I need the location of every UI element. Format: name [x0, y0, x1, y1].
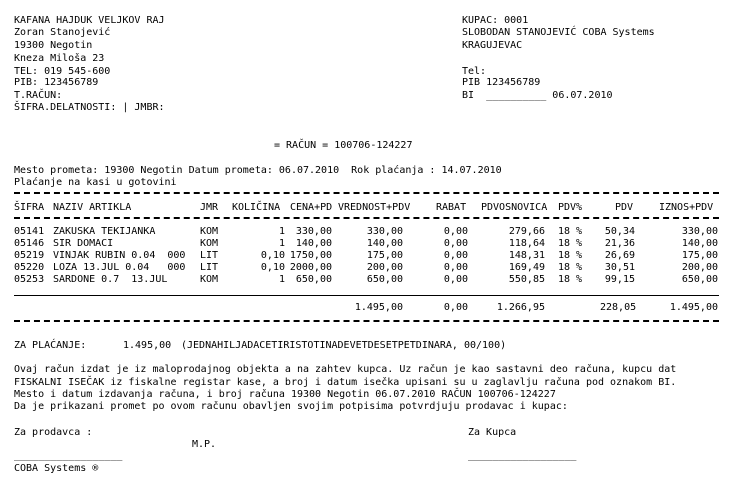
cell-price: 650,00	[295, 274, 332, 285]
cell-unit: KOM	[200, 274, 219, 285]
seller-name: KAFANA HAJDUK VELJKOV RAJ	[14, 15, 165, 26]
cell-discount: 0,00	[443, 274, 468, 285]
col-header-vat-rate: PDV%	[558, 202, 583, 213]
cell-vat-rate: 18 %	[558, 226, 583, 237]
seller-owner: Zoran Stanojević	[14, 27, 111, 38]
cell-vat: 26,69	[604, 250, 635, 261]
cell-base: 118,64	[508, 238, 545, 249]
cell-base: 279,66	[508, 226, 545, 237]
invoice-title: = RAČUN = 100706-124227	[274, 140, 413, 151]
note-line: Mesto i datum izdavanja računa, i broj računa 19300 Negotin 06.07.2010 RAČUN 100706-124227	[14, 389, 556, 400]
total-value: 1.495,00	[354, 302, 403, 313]
divider	[14, 217, 719, 219]
cell-code: 05146	[14, 238, 45, 249]
seller-signature-label: Za prodavca :	[14, 427, 93, 438]
col-header-total: IZNOS+PDV	[659, 202, 714, 213]
cell-vat: 99,15	[604, 274, 635, 285]
divider	[14, 320, 719, 322]
total-discount: 0,00	[443, 302, 468, 313]
cell-code: 05141	[14, 226, 45, 237]
stamp-label: M.P.	[192, 439, 217, 450]
cell-total: 330,00	[681, 226, 718, 237]
col-header-unit: JMR	[200, 202, 219, 213]
cell-base: 169,49	[508, 262, 545, 273]
note-line: Ovaj račun izdat je iz maloprodajnog objekta a na zahtev kupca. Uz račun je kao sastavni deo računa, kupcu dat	[14, 364, 677, 375]
seller-city: 19300 Negotin	[14, 40, 93, 51]
cell-vat: 21,36	[604, 238, 635, 249]
cell-code: 05220	[14, 262, 45, 273]
payable-words: (JEDNAHILJADACETIRISTOTINADEVETDESETPETDINARA, 00/100)	[181, 340, 507, 351]
cell-vat-rate: 18 %	[558, 274, 583, 285]
col-header-value: VREDNOST+PDV	[338, 202, 411, 213]
total-vat: 228,05	[600, 302, 637, 313]
cell-vat-rate: 18 %	[558, 250, 583, 261]
cell-qty: 0,10	[260, 250, 285, 261]
cell-value: 200,00	[366, 262, 403, 273]
cell-code: 05253	[14, 274, 45, 285]
cell-name: VINJAK RUBIN 0.04 000	[53, 250, 186, 261]
buyer-city: KRAGUJEVAC	[462, 40, 523, 51]
cell-vat: 30,51	[604, 262, 635, 273]
cell-name: SARDONE 0.7 13.JUL	[53, 274, 168, 285]
cell-qty: 1	[278, 226, 285, 237]
col-header-price: CENA+PD	[290, 202, 333, 213]
invoice-meta: Mesto prometa: 19300 Negotin Datum prometa: 06.07.2010 Rok plaćanja : 14.07.2010	[14, 165, 502, 176]
payable-label: ZA PLAĆANJE:	[14, 340, 87, 351]
cell-discount: 0,00	[443, 238, 468, 249]
col-header-discount: RABAT	[436, 202, 467, 213]
cell-name: ZAKUSKA TEKIJANKA	[53, 226, 156, 237]
divider	[14, 192, 719, 194]
seller-activity: ŠIFRA.DELATNOSTI: | JMBR:	[14, 102, 165, 113]
buyer-signature-line: __________________	[468, 450, 577, 461]
buyer-pib: PIB 123456789	[462, 77, 541, 88]
cell-base: 148,31	[508, 250, 545, 261]
cell-price: 330,00	[295, 226, 332, 237]
buyer-bi: BI __________ 06.07.2010	[462, 90, 613, 101]
cell-value: 330,00	[366, 226, 403, 237]
cell-value: 650,00	[366, 274, 403, 285]
col-header-vat: PDV	[615, 202, 634, 213]
cell-name: SIR DOMACI	[53, 238, 114, 249]
cell-discount: 0,00	[443, 226, 468, 237]
total-base: 1.266,95	[496, 302, 545, 313]
col-header-name: NAZIV ARTIKLA	[53, 202, 132, 213]
cell-total: 140,00	[681, 238, 718, 249]
payable-amount: 1.495,00	[123, 340, 172, 351]
footer-brand: COBA Systems ®	[14, 463, 99, 474]
seller-account: T.RAČUN:	[14, 90, 63, 101]
seller-signature-line: __________________	[14, 450, 123, 461]
cell-discount: 0,00	[443, 250, 468, 261]
note-line: FISKALNI ISEČAK iz fiskalne registar kase, a broj i datum isečka upisani su u zaglavlju računa pod oznakom BI.	[14, 377, 677, 388]
cell-qty: 1	[278, 238, 285, 249]
cell-unit: KOM	[200, 226, 219, 237]
cell-price: 140,00	[295, 238, 332, 249]
buyer-name: SLOBODAN STANOJEVIĆ COBA Systems	[462, 27, 655, 38]
seller-street: Kneza Miloša 23	[14, 53, 105, 64]
cell-unit: LIT	[200, 262, 219, 273]
cell-name: LOZA 13.JUL 0.04 000	[53, 262, 186, 273]
col-header-base: PDVOSNOVICA	[481, 202, 548, 213]
seller-phone: TEL: 019 545-600	[14, 66, 111, 77]
buyer-signature-label: Za Kupca	[468, 427, 517, 438]
cell-total: 200,00	[681, 262, 718, 273]
cell-qty: 1	[278, 274, 285, 285]
invoice-payment: Plaćanje na kasi u gotovini	[14, 177, 177, 188]
cell-price: 2000,00	[289, 262, 332, 273]
col-header-code: ŠIFRA	[14, 202, 45, 213]
cell-qty: 0,10	[260, 262, 285, 273]
cell-price: 1750,00	[289, 250, 332, 261]
cell-base: 550,85	[508, 274, 545, 285]
seller-pib: PIB: 123456789	[14, 77, 99, 88]
cell-unit: KOM	[200, 238, 219, 249]
cell-vat-rate: 18 %	[558, 238, 583, 249]
note-line: Da je prikazani promet po ovom računu obavljen svojim potpisima potvrdjuju prodavac i kupac:	[14, 401, 568, 412]
cell-total: 175,00	[681, 250, 718, 261]
buyer-code: KUPAC: 0001	[462, 15, 529, 26]
total-amount: 1.495,00	[669, 302, 718, 313]
cell-total: 650,00	[681, 274, 718, 285]
cell-vat: 50,34	[604, 226, 635, 237]
cell-code: 05219	[14, 250, 45, 261]
cell-value: 175,00	[366, 250, 403, 261]
cell-unit: LIT	[200, 250, 219, 261]
divider	[14, 295, 719, 296]
cell-discount: 0,00	[443, 262, 468, 273]
cell-vat-rate: 18 %	[558, 262, 583, 273]
cell-value: 140,00	[366, 238, 403, 249]
buyer-phone: Tel:	[462, 66, 487, 77]
col-header-qty: KOLIČINA	[232, 202, 281, 213]
